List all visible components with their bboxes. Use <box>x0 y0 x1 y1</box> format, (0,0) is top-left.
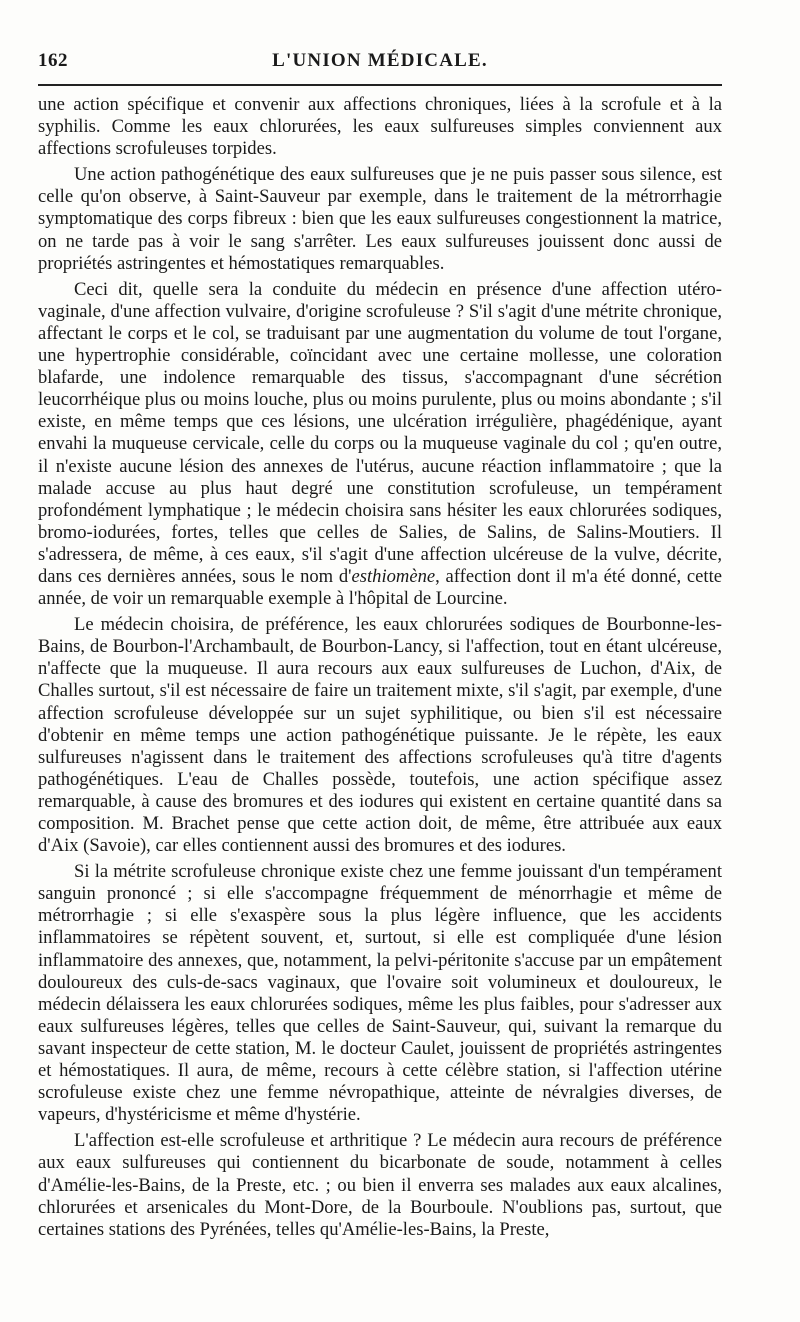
body-text <box>38 94 722 1241</box>
paragraph-continuation: une action spécifique et convenir aux affections chroniques, liées à la scrofule et à la syphilis. Comme les eaux chlorurées, les eaux sulfureuses simples conviennent aux affections scrofuleuses torpides. <box>38 94 722 160</box>
paragraph-pathogenetic-action: Une action pathogénétique des eaux sulfureuses que je ne puis passer sous silence, est celle qu'on observe, à Saint-Sauveur par exemple, dans le traitement de la métrorrhagie symptomatique des corps fibreux : bien que les eaux sulfureuses congestionnent la matrice, on ne tarde pas à voir le sang s'arrêter. Les eaux sulfureuses jouissent donc aussi de propriétés astringentes et hémostatiques remarquables. <box>38 164 722 274</box>
paragraph-chronic-metritis: Si la métrite scrofuleuse chronique existe chez une femme jouissant d'un tempérament sanguin prononcé ; si elle s'accompagne fréquemment de ménorrhagie et même de métrorrhagie ; si elle s'exaspère sous la plus légère influence, que les accidents inflammatoires se répètent souvent, et, surtout, si elle est compliquée d'une lésion inflammatoire des annexes, que, notamment, la pelvi-péritonite s'accuse par un empâtement douloureux des culs-de-sacs vaginaux, que l'ovaire soit volumineux et douloureux, le médecin délaissera les eaux chlorurées sodiques, même les plus faibles, pour s'adresser aux eaux sulfureuses légères, telles que celles de Saint-Sauveur, qui, suivant la remarque du savant inspecteur de cette station, M. le docteur Caulet, jouissent de propriétés astringentes et hémostatiques. Il aura, de même, recours à cette célèbre station, si l'affection utérine scrofuleuse existe chez une femme névropathique, atteinte de névralgies diverses, de vapeurs, d'hystéricisme et même d'hystérie. <box>38 861 722 1126</box>
running-head <box>38 48 722 78</box>
page-number: 162 <box>38 50 68 71</box>
paragraph-text: Ceci dit, quelle sera la conduite du médecin en présence d'une affection utéro-vaginale, d'une affection vulvaire, d'origine scrofuleuse ? S'il s'agit d'une métrite chronique, affectant le corps et le col, se traduisant par une augmentation du volume de tout l'organe, une hypertrophie considérable, coïncidant avec une certaine mollesse, une coloration blafarde, une indolence remarquable des tissus, s'accompagnant d'une sécrétion leucorrhéique plus ou moins louche, plus ou moins purulente, plus ou moins abondante ; s'il existe, en même temps que ces lésions, une ulcération irrégulière, phagédénique, ayant envahi la muqueuse cervicale, celle du corps ou la muqueuse vaginale du col ; qu'en outre, il n'existe aucune lésion des annexes de l'utérus, aucune réaction inflammatoire ; que la malade accuse au plus haut degré une constitution scrofuleuse, un tempérament profondément lymphatique ; le médecin choisira sans hésiter les eaux chlorurées sodiques, bromo-iodurées, fortes, telles que celles de Salies, de Salins, de Salins-Moutiers. Il s'adressera, de même, à ces eaux, s'il s'agit d'une affection ulcéreuse de la vulve, décrite, dans ces dernières années, sous le nom d' <box>38 278 723 587</box>
paragraph-text: , affection dont il m'a été donné, cette année, de voir un remarquable exemple à l'hôpital de Lourcine. <box>38 565 722 610</box>
header-rule <box>38 84 722 86</box>
paragraph-arthritic: L'affection est-elle scrofuleuse et arthritique ? Le médecin aura recours de préférence aux eaux sulfureuses qui contiennent du bicarbonate de soude, notamment à celles d'Amélie-les-Bains, de la Preste, etc. ; ou bien il enverra ses malades aux eaux alcalines, chlorurées et arsenicales du Mont-Dore, de la Bourboule. N'oublions pas, surtout, que certaines stations des Pyrénées, telles qu'Amélie-les-Bains, la Preste, <box>38 1130 722 1240</box>
paragraph-physician-conduct <box>38 279 722 610</box>
italic-term: esthiomène <box>351 565 436 587</box>
journal-title: L'UNION MÉDICALE. <box>272 50 488 71</box>
paragraph-chlorinated-waters: Le médecin choisira, de préférence, les eaux chlorurées sodiques de Bourbonne-les-Bains, de Bourbon-l'Archambault, de Bourbon-Lancy, si l'affection, tout en étant ulcéreuse, n'affecte que la muqueuse. Il aura recours aux eaux sulfureuses de Luchon, d'Aix, de Challes surtout, s'il est nécessaire de faire un traitement mixte, s'il s'agit, par exemple, d'une affection scrofuleuse développée sur un sujet syphilitique, ou bien s'il est nécessaire d'obtenir en même temps une action pathogénétique puissante. Je le répète, les eaux sulfureuses n'agissent dans le traitement des affections scrofuleuses qu'à titre d'agents pathogénétiques. L'eau de Challes possède, toutefois, une action spécifique assez remarquable, à cause des bromures et des iodures qui existent en certaine quantité dans sa composition. M. Brachet pense que cette action doit, de même, être attribuée aux eaux d'Aix (Savoie), car elles contiennent aussi des bromures et des iodures. <box>38 614 722 857</box>
